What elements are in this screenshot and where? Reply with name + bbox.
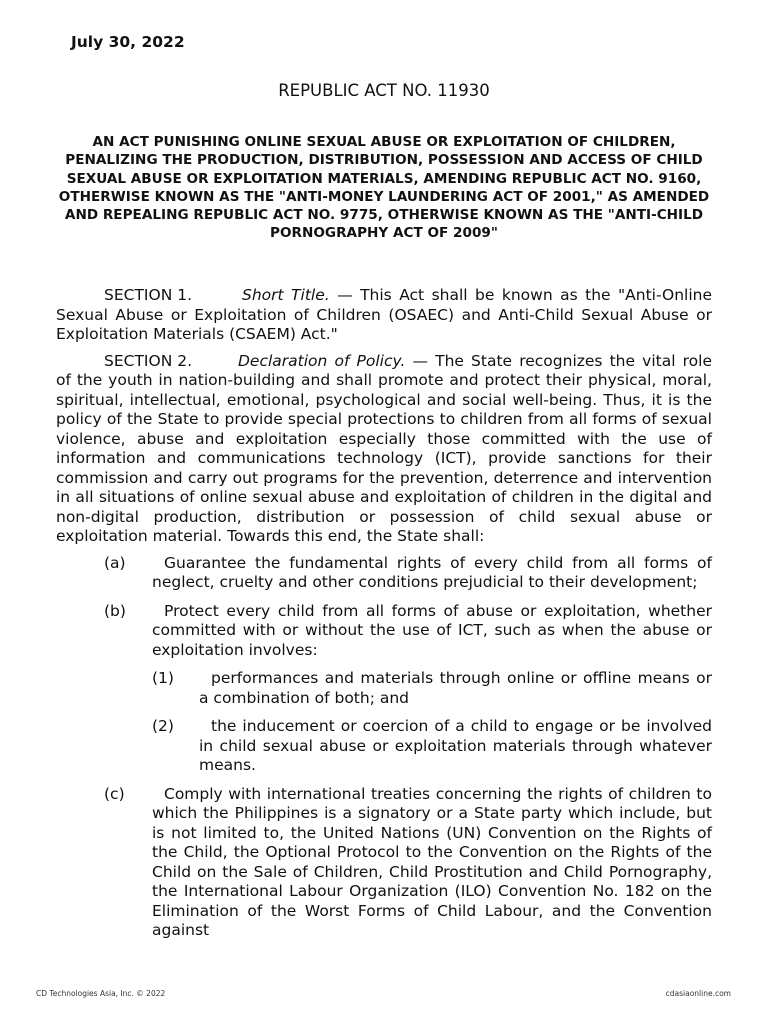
list-item-c: [56, 785, 712, 941]
document-date: July 30, 2022: [71, 33, 185, 51]
act-number: REPUBLIC ACT NO. 11930: [278, 81, 490, 100]
sub-item-marker: (1): [152, 669, 174, 687]
section-2: [56, 352, 712, 547]
sub-item-2: [56, 717, 712, 776]
list-item-marker: (c): [104, 784, 125, 803]
list-item-text: Comply with international treaties concerning the rights of children to which the Philippines is a signatory or a State party which include, but is not limited to, the United Nations (UN) Convention on the Rights of the Child, the Optional Protocol to the Convention on the Rights of the Child on the Sale of Children, Child Prostitution and Child Pornography, the International Labour Organization (ILO) Convention No. 182 on the Elimination of the Worst Forms of Child Labour, and the Convention against: [152, 784, 712, 939]
list-item-text: Protect every child from all forms of abuse or exploitation, whether committed with or without the use of ICT, such as when the abuse or exploitation involves:: [152, 601, 712, 659]
list-item-b: [56, 602, 712, 661]
section-2-text: — The State recognizes the vital role of the youth in nation-building and shall promote and protect their physical, moral, spiritual, intellectual, emotional, psychological and social well-being. Thus, it is the policy of the State to provide special protections to children from all forms of sexual violence, abuse and exploitation especially those committed with the use of information and communications technology (ICT), provide sanctions for their commission and carry out programs for the prevention, deterrence and intervention in all situations of online sexual abuse and exploitation of children in the digital and non-digital production, distribution or possession of child sexual abuse or exploitation material. Towards this end, the State shall:: [56, 351, 712, 545]
section-2-heading: Declaration of Policy.: [238, 351, 406, 370]
section-2-label: SECTION 2.: [104, 351, 193, 370]
list-item-a: [56, 554, 712, 593]
document-body: [56, 286, 712, 950]
sub-item-text: the inducement or coercion of a child to engage or be involved in child sexual abuse or exploitation materials through whatever means.: [199, 717, 712, 774]
section-1-text: — This Act shall be known as the "Anti-Online Sexual Abuse or Exploitation of Children (OSAEC) and Anti-Child Sexual Abuse or Exploitation Materials (CSAEM) Act.": [56, 286, 712, 343]
sub-item-marker: (2): [152, 717, 174, 735]
sub-item-text: performances and materials through online or offline means or a combination of both; and: [199, 669, 712, 707]
act-title: AN ACT PUNISHING ONLINE SEXUAL ABUSE OR EXPLOITATION OF CHILDREN, PENALIZING THE PRODUCTION, DISTRIBUTION, POSSESSION AND ACCESS OF CHILD SEXUAL ABUSE OR EXPLOITATION MATERIALS, AMENDING REPUBLIC ACT NO. 9160, OTHERWISE KNOWN AS THE "ANTI-MONEY LAUNDERING ACT OF 2001," AS AMENDED AND REPEALING REPUBLIC ACT NO. 9775, OTHERWISE KNOWN AS THE "ANTI-CHILD PORNOGRAPHY ACT OF 2009": [58, 134, 710, 242]
list-item-marker: (b): [104, 601, 126, 620]
footer-website: cdasiaonline.com: [665, 989, 731, 998]
footer-copyright: CD Technologies Asia, Inc. © 2022: [36, 989, 166, 998]
section-1-heading: Short Title.: [242, 286, 330, 304]
section-1-label: SECTION 1.: [104, 286, 193, 304]
sub-item-1: [56, 669, 712, 708]
list-item-text: Guarantee the fundamental rights of every child from all forms of neglect, cruelty and other conditions prejudicial to their development;: [152, 553, 712, 591]
section-1: [56, 286, 712, 345]
list-item-marker: (a): [104, 553, 126, 572]
